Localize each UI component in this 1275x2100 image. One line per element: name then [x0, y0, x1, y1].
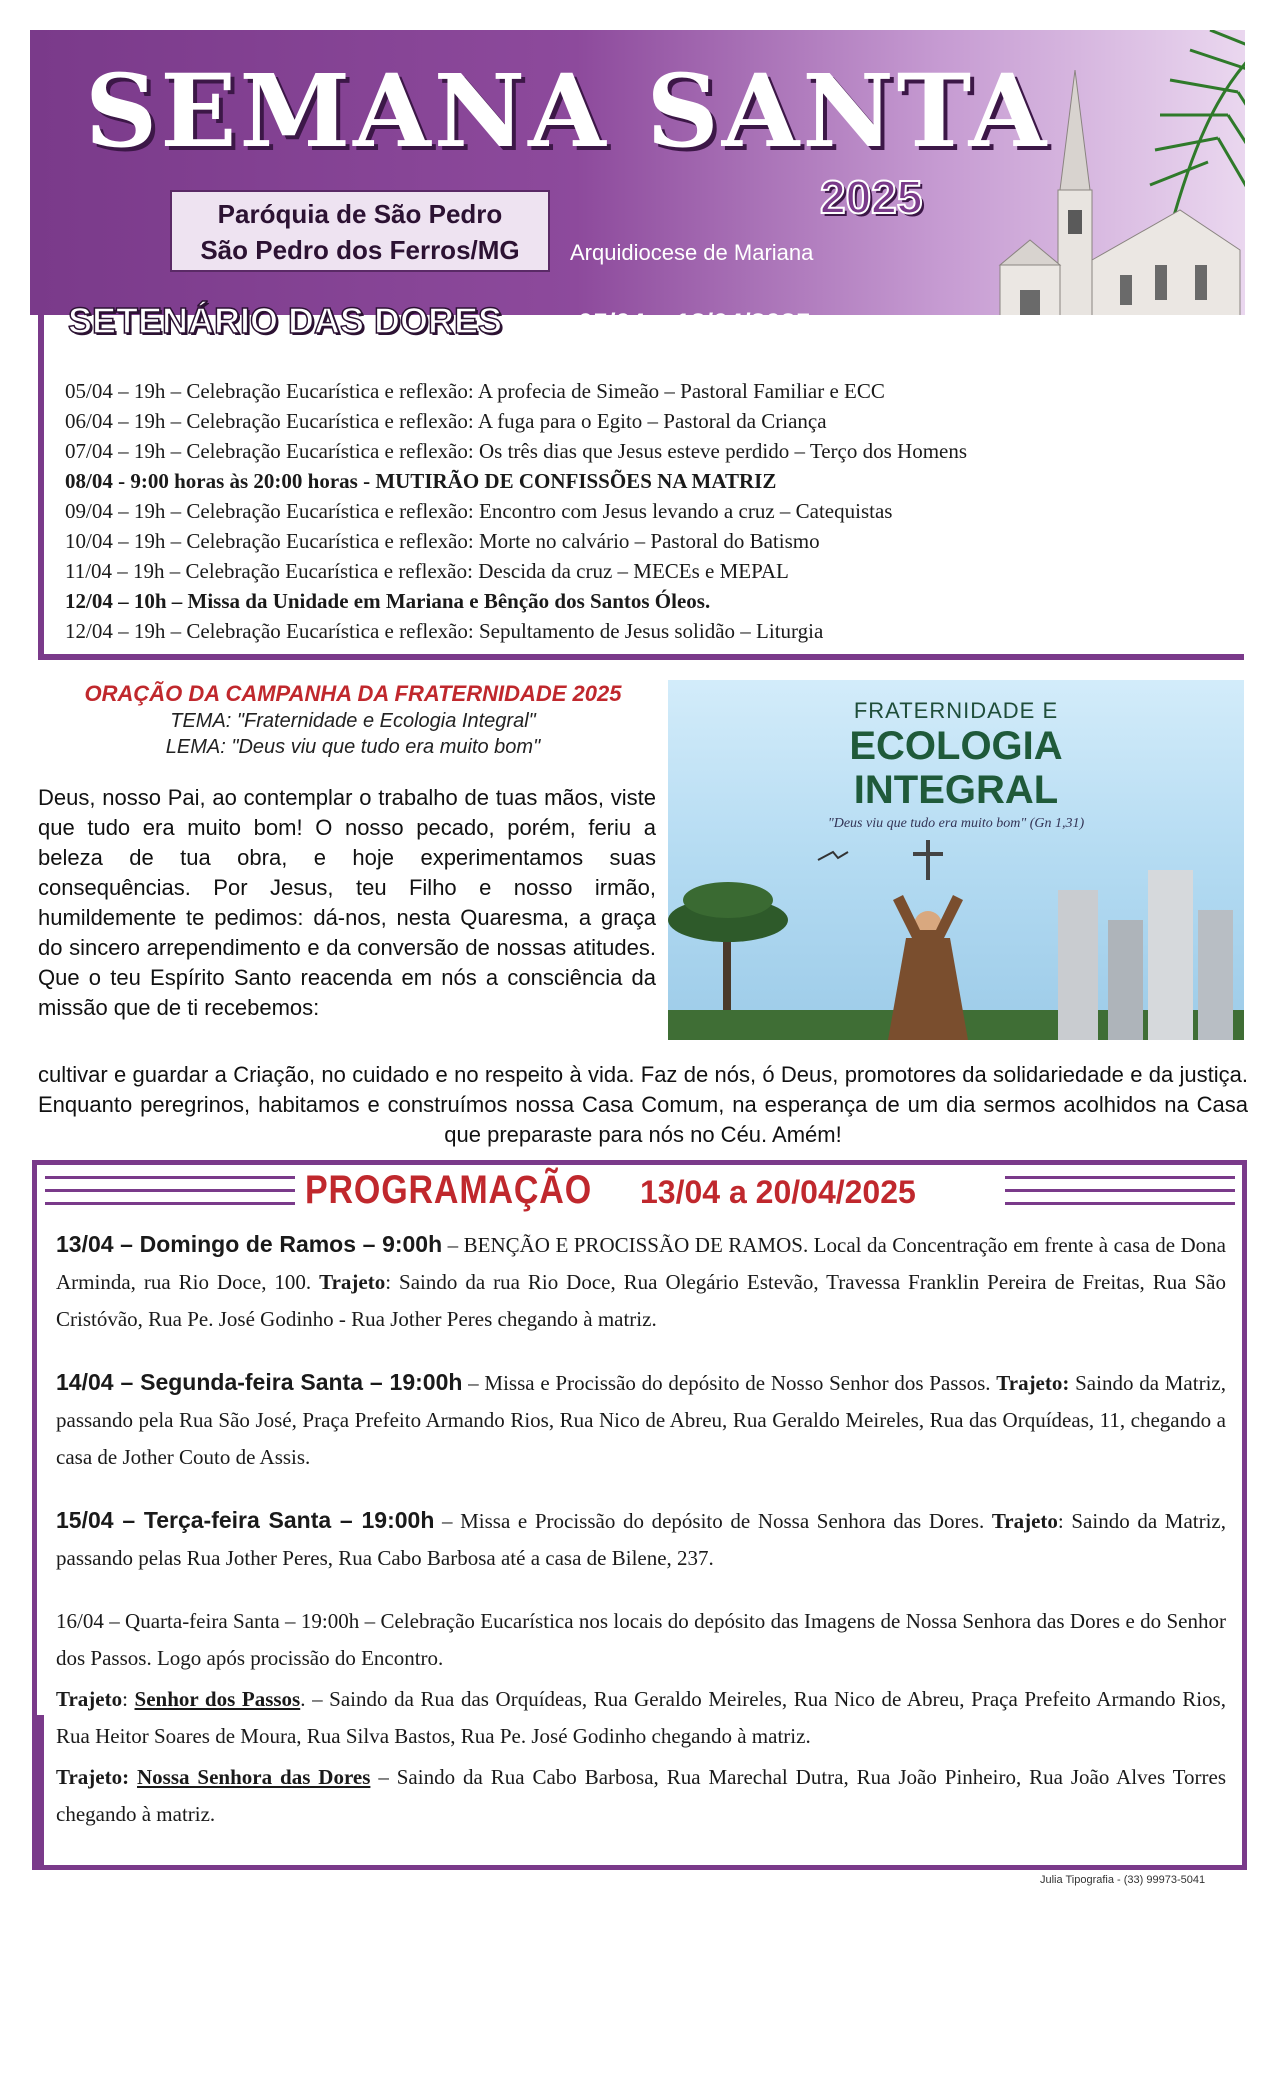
poster-title — [668, 724, 1244, 812]
day-heading: 16/04 – Quarta-feira Santa – 19:00h — [56, 1609, 360, 1633]
trajeto-text: . – Saindo da Rua das Orquídeas, Rua Geraldo Meireles, Rua Nico de Abreu, Praça Prefeito Armando Rios, Rua Heitor Soares de Moura, Rua Silva Bastos, Rua Pe. José Godinho chegando à matriz. — [56, 1687, 1226, 1748]
parish-box — [170, 190, 550, 272]
trajeto-underlined: Senhor dos Passos — [134, 1687, 301, 1711]
header-banner — [30, 30, 1245, 315]
day-entry — [56, 1226, 1226, 1338]
day-heading: 14/04 – Segunda-feira Santa – 19:00h — [56, 1369, 463, 1395]
programacao-dates: 13/04 a 20/04/2025 — [640, 1174, 916, 1210]
credit-text: Julia Tipografia - (33) 99973-5041 — [1040, 1874, 1206, 1886]
trajeto-label: Trajeto: — [996, 1371, 1070, 1395]
page-title: SEMANA SANTA — [85, 52, 1050, 170]
trajeto-colon: : — [122, 1687, 135, 1711]
archdiocese-label: Arquidiocese de Mariana — [570, 240, 814, 265]
day-text: – Missa e Procissão do depósito de Nossa Senhora das Dores. — [434, 1509, 992, 1533]
list-item: 12/04 – 10h – Missa da Unidade em Mariana e Bênção dos Santos Óleos. — [65, 589, 711, 613]
day-entry — [56, 1502, 1226, 1577]
list-item: 05/04 – 19h – Celebração Eucarística e reflexão: A profecia de Simeão – Pastoral Familiar e ECC — [65, 379, 885, 403]
day-text: – Celebração Eucarística nos locais do depósito das Imagens de Nossa Senhora das Dores e do Senhor dos Passos. Logo após procissão do Encontro. — [56, 1609, 1226, 1670]
trajeto-label: Trajeto — [991, 1509, 1058, 1533]
setenario-title: SETENÁRIO DAS DORES — [68, 300, 503, 341]
day-entry — [56, 1603, 1226, 1677]
parish-city: São Pedro dos Ferros/MG — [200, 235, 520, 265]
poster-line2: ECOLOGIA — [849, 724, 1063, 768]
day-text: – Missa e Procissão do depósito de Nosso Senhor dos Passos. — [462, 1371, 997, 1395]
church-icon — [980, 50, 1245, 315]
parish-name: Paróquia de São Pedro — [217, 199, 503, 229]
list-item: 07/04 – 19h – Celebração Eucarística e reflexão: Os três dias que Jesus esteve perdido – Terço dos Homens — [65, 439, 968, 463]
day-text: – BENÇÃO E PROCISSÃO DE RAMOS. Local da Concentração em frente à casa de Dona Arminda, rua Rio Doce, 100. — [56, 1233, 1226, 1294]
campanha-lema: LEMA: "Deus viu que tudo era muito bom" — [165, 736, 541, 758]
list-item: 08/04 - 9:00 horas às 20:00 horas - MUTIRÃO DE CONFISSÕES NA MATRIZ — [65, 469, 777, 493]
trajeto-label: Trajeto — [56, 1687, 123, 1711]
trajeto-underlined: Nossa Senhora das Dores — [137, 1765, 371, 1789]
decorative-lines-left — [45, 1172, 295, 1210]
poster-subtitle: "Deus viu que tudo era muito bom" (Gn 1,31) — [827, 816, 1085, 831]
list-item: 12/04 – 19h – Celebração Eucarística e reflexão: Sepultamento de Jesus solidão – Liturgia — [65, 619, 824, 643]
campanha-tema: TEMA: "Fraternidade e Ecologia Integral" — [170, 710, 536, 732]
day-entry — [56, 1364, 1226, 1476]
list-item: 06/04 – 19h – Celebração Eucarística e reflexão: A fuga para o Egito – Pastoral da Criança — [65, 409, 827, 433]
list-item: 10/04 – 19h – Celebração Eucarística e reflexão: Morte no calvário – Pastoral do Batismo — [65, 529, 820, 553]
trajeto-text: Saindo da Matriz, passando pela Rua São José, Praça Prefeito Armando Rios, Rua Nico de Abreu, Rua Geraldo Meireles, Rua das Orquídeas, 11, chegando a casa de Jother Couto de Assis. — [56, 1371, 1226, 1469]
prayer-text-part2: cultivar e guardar a Criação, no cuidado e no respeito à vida. Faz de nós, ó Deus, promotores da solidariedade e da justiça. Enquanto peregrinos, habitamos e construímos nossa Casa Comum, na esperança de um dia sermos acolhidos na Casa que preparaste para nós no Céu. Amém! — [38, 1062, 1248, 1147]
trajeto-nossa-senhora-das-dores — [56, 1759, 1226, 1833]
trajeto-text: : Saindo da rua Rio Doce, Rua Olegário Estevão, Travessa Franklin Pereira de Freitas, Rua São Cristóvão, Rua Pe. José Godinho - Rua Jother Peres chegando à matriz. — [56, 1270, 1226, 1331]
programacao-body — [56, 1226, 1226, 1833]
poster-line3: INTEGRAL — [853, 768, 1059, 812]
decorative-lines-right — [1005, 1172, 1235, 1210]
prayer-text-part1: Deus, nosso Pai, ao contemplar o trabalho de tuas mãos, viste que tudo era muito bom! O nosso pecado, porém, feriu a beleza de tua obra, e hoje experimentamos suas consequências. Por Jesus, teu Filho e nosso irmão, humildemente te pedimos: dá-nos, nesta Quaresma, a graça do sincero arrependimento e da conversão de nossas atitudes. Que o teu Espírito Santo reacenda em nós a consciência da missão que de ti recebemos: — [38, 785, 656, 1020]
decorative-bar — [32, 1715, 44, 1870]
day-heading: 15/04 – Terça-feira Santa – 19:00h — [56, 1507, 435, 1533]
list-item: 09/04 – 19h – Celebração Eucarística e reflexão: Encontro com Jesus levando a cruz – Catequistas — [65, 499, 893, 523]
campanha-header — [38, 680, 668, 760]
saint-francis-scene-icon — [668, 830, 1244, 1040]
day-heading: 13/04 – Domingo de Ramos – 9:00h — [56, 1231, 443, 1257]
setenario-dates: 05/04 a 12/04/2025 — [578, 308, 811, 338]
trajeto-label: Trajeto: — [56, 1765, 137, 1789]
trajeto-senhor-dos-passos — [56, 1681, 1226, 1755]
programacao-title: PROGRAMAÇÃO — [305, 1168, 593, 1212]
year-label: 2025 — [820, 171, 923, 223]
setenario-list — [65, 376, 1225, 646]
campanha-title: ORAÇÃO DA CAMPANHA DA FRATERNIDADE 2025 — [84, 681, 622, 706]
campanha-poster-image — [668, 680, 1244, 1040]
poster-line1: FRATERNIDADE E — [853, 698, 1059, 723]
list-item: 11/04 – 19h – Celebração Eucarística e reflexão: Descida da cruz – MECEs e MEPAL — [65, 559, 789, 583]
trajeto-text: – Saindo da Rua Cabo Barbosa, Rua Marechal Dutra, Rua João Pinheiro, Rua João Alves Torres chegando à matriz. — [56, 1765, 1226, 1826]
trajeto-text: : Saindo da Matriz, passando pelas Rua Jother Peres, Rua Cabo Barbosa até a casa de Bilene, 237. — [56, 1509, 1227, 1570]
trajeto-label: Trajeto — [319, 1270, 386, 1294]
